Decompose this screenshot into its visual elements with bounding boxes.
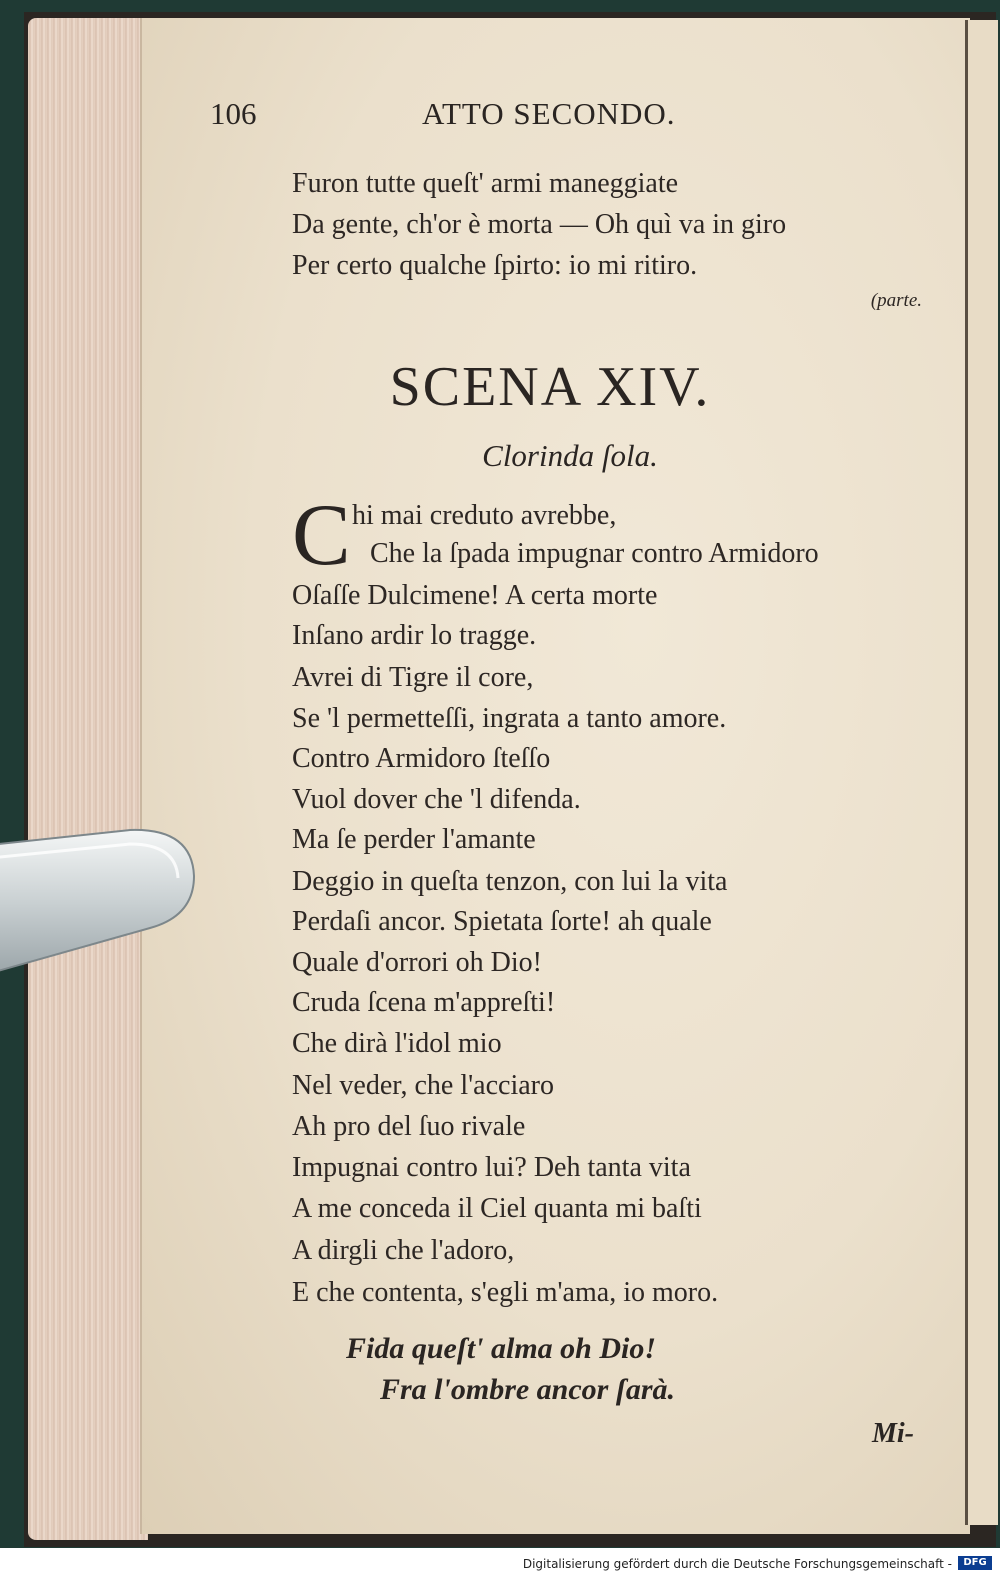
verse-line: A me conceda il Ciel quanta mi baſti [292, 1193, 702, 1224]
scene-title: SCENA XIV. [389, 356, 711, 418]
aria-line: Fida queſt' alma oh Dio! [346, 1332, 657, 1365]
page-header [210, 96, 930, 140]
page-clip-icon [0, 828, 198, 978]
facing-page-edge [965, 20, 998, 1525]
verse-line: Furon tutte queſt' armi maneggiate [292, 168, 679, 199]
verse-line: Oſaſſe Dulcimene! A certa morte [292, 580, 658, 611]
verse-line: Avrei di Tigre il core, [292, 662, 534, 693]
verse-line: Ma ſe perder l'amante [292, 824, 536, 855]
verse-line: Inſano ardir lo tragge. [292, 620, 537, 651]
verse-line: Se 'l permetteſſi, ingrata a tanto amore. [292, 703, 727, 734]
verse-line: Che la ſpada impugnar contro Armidoro [370, 538, 819, 569]
verse-line: Contro Armidoro ſteſſo [292, 743, 551, 774]
running-head: ATTO SECONDO. [422, 96, 676, 131]
page-number: 106 [210, 96, 257, 131]
verse-line: Vuol dover che 'l difenda. [292, 784, 581, 815]
character-heading: Clorinda ſola. [482, 438, 658, 473]
verse-line: Deggio in queſta tenzon, con lui la vita [292, 866, 728, 897]
verse-line: E che contenta, s'egli m'ama, io moro. [292, 1277, 719, 1308]
verse-line: Perdaſi ancor. Spietata ſorte! ah quale [292, 906, 712, 937]
verse-line: Cruda ſcena m'appreſti! [292, 987, 556, 1018]
catchword: Mi- [872, 1418, 914, 1449]
verse-line: Per certo qualche ſpirto: io mi ritiro. [292, 250, 698, 281]
stage-direction: (parte. [870, 290, 922, 311]
verse-line: Impugnai contro lui? Deh tanta vita [292, 1152, 691, 1183]
dfg-logo: DFG [958, 1556, 992, 1570]
verse-line: Che dirà l'idol mio [292, 1028, 502, 1059]
verse-line: Ah pro del ſuo rivale [292, 1111, 526, 1142]
footer-credit: Digitalisierung gefördert durch die Deutsche Forschungsgemeinschaft - [522, 1557, 952, 1571]
aria-line: Fra l'ombre ancor ſarà. [380, 1373, 676, 1406]
verse-line: A dirgli che l'adoro, [292, 1235, 515, 1266]
verse-line: Nel veder, che l'acciaro [292, 1070, 554, 1101]
dropcap: C [292, 487, 351, 584]
verse-line: Quale d'orrori oh Dio! [292, 947, 542, 978]
footer-bar [0, 1548, 1000, 1577]
verse-line: Da gente, ch'or è morta — Oh quì va in giro [292, 209, 787, 240]
page-edge-stack [28, 18, 148, 1540]
verse-line-first: hi mai creduto avrebbe, [352, 500, 617, 531]
